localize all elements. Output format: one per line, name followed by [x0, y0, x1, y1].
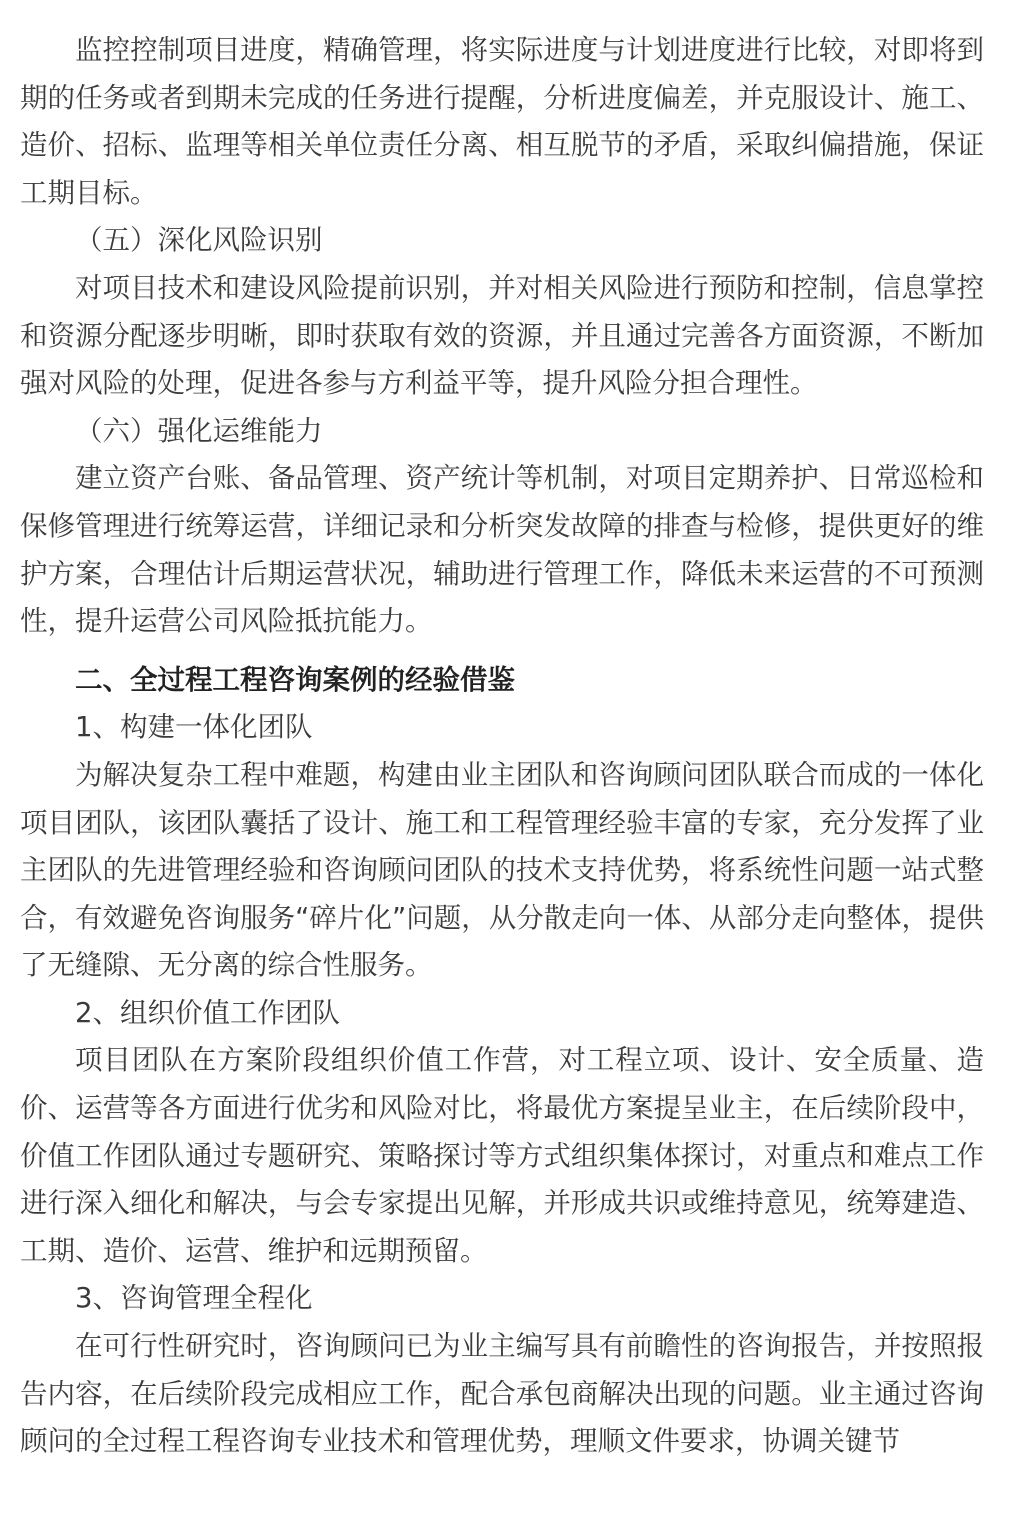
heading-operation-capability: （六）强化运维能力: [75, 414, 323, 447]
paragraph-integrated-team: 为解决复杂工程中难题，构建由业主团队和咨询顾问团队联合而成的一体化项目团队，该团队囊括了设计、施工和工程管理经验丰富的专家，充分发挥了业主团队的先进管理经验和咨询顾问团队的技术支持优势，将系统性问题一站式整合，有效避免咨询服务“碎片化”问题，从分散走向一体、从部分走向整体，提供了无缝隙、无分离的综合性服务。: [20, 758, 984, 982]
paragraph-progress-control: 监控控制项目进度，精确管理，将实际进度与计划进度进行比较，对即将到期的任务或者到期未完成的任务进行提醒，分析进度偏差，并克服设计、施工、造价、招标、监理等相关单位责任分离、相互脱节的矛盾，采取纠偏措施，保证工期目标。: [20, 34, 984, 209]
heading-integrated-team: 1、构建一体化团队: [75, 711, 313, 744]
paragraph-value-team: 项目团队在方案阶段组织价值工作营，对工程立项、设计、安全质量、造价、运营等各方面进行优劣和风险对比，将最优方案提呈业主，在后续阶段中，价值工作团队通过专题研究、策略探讨等方式组织集体探讨，对重点和难点工作进行深入细化和解决，与会专家提出见解，并形成共识或维持意见，统筹建造、工期、造价、运营、维护和远期预留。: [20, 1044, 984, 1267]
heading-consulting-whole-process: 3、咨询管理全程化: [75, 1282, 313, 1315]
section-title-experience: 二、全过程工程咨询案例的经验借鉴: [75, 663, 515, 696]
heading-risk-identification: （五）深化风险识别: [75, 224, 323, 257]
heading-value-team: 2、组织价值工作团队: [75, 996, 340, 1029]
paragraph-consulting: 在可行性研究时，咨询顾问已为业主编写具有前瞻性的咨询报告，并按照报告内容，在后续阶段完成相应工作，配合承包商解决出现的问题。业主通过咨询顾问的全过程工程咨询专业技术和管理优势，理顺文件要求，协调关键节: [20, 1330, 984, 1458]
paragraph-risk: 对项目技术和建设风险提前识别，并对相关风险进行预防和控制，信息掌控和资源分配逐步明晰，即时获取有效的资源，并且通过完善各方面资源，不断加强对风险的处理，促进各参与方利益平等，提升风险分担合理性。: [20, 271, 984, 400]
paragraph-operation: 建立资产台账、备品管理、资产统计等机制，对项目定期养护、日常巡检和保修管理进行统筹运营，详细记录和分析突发故障的排查与检修，提供更好的维护方案，合理估计后期运营状况，辅助进行管理工作，降低未来运营的不可预测性，提升运营公司风险抵抗能力。: [20, 462, 984, 638]
